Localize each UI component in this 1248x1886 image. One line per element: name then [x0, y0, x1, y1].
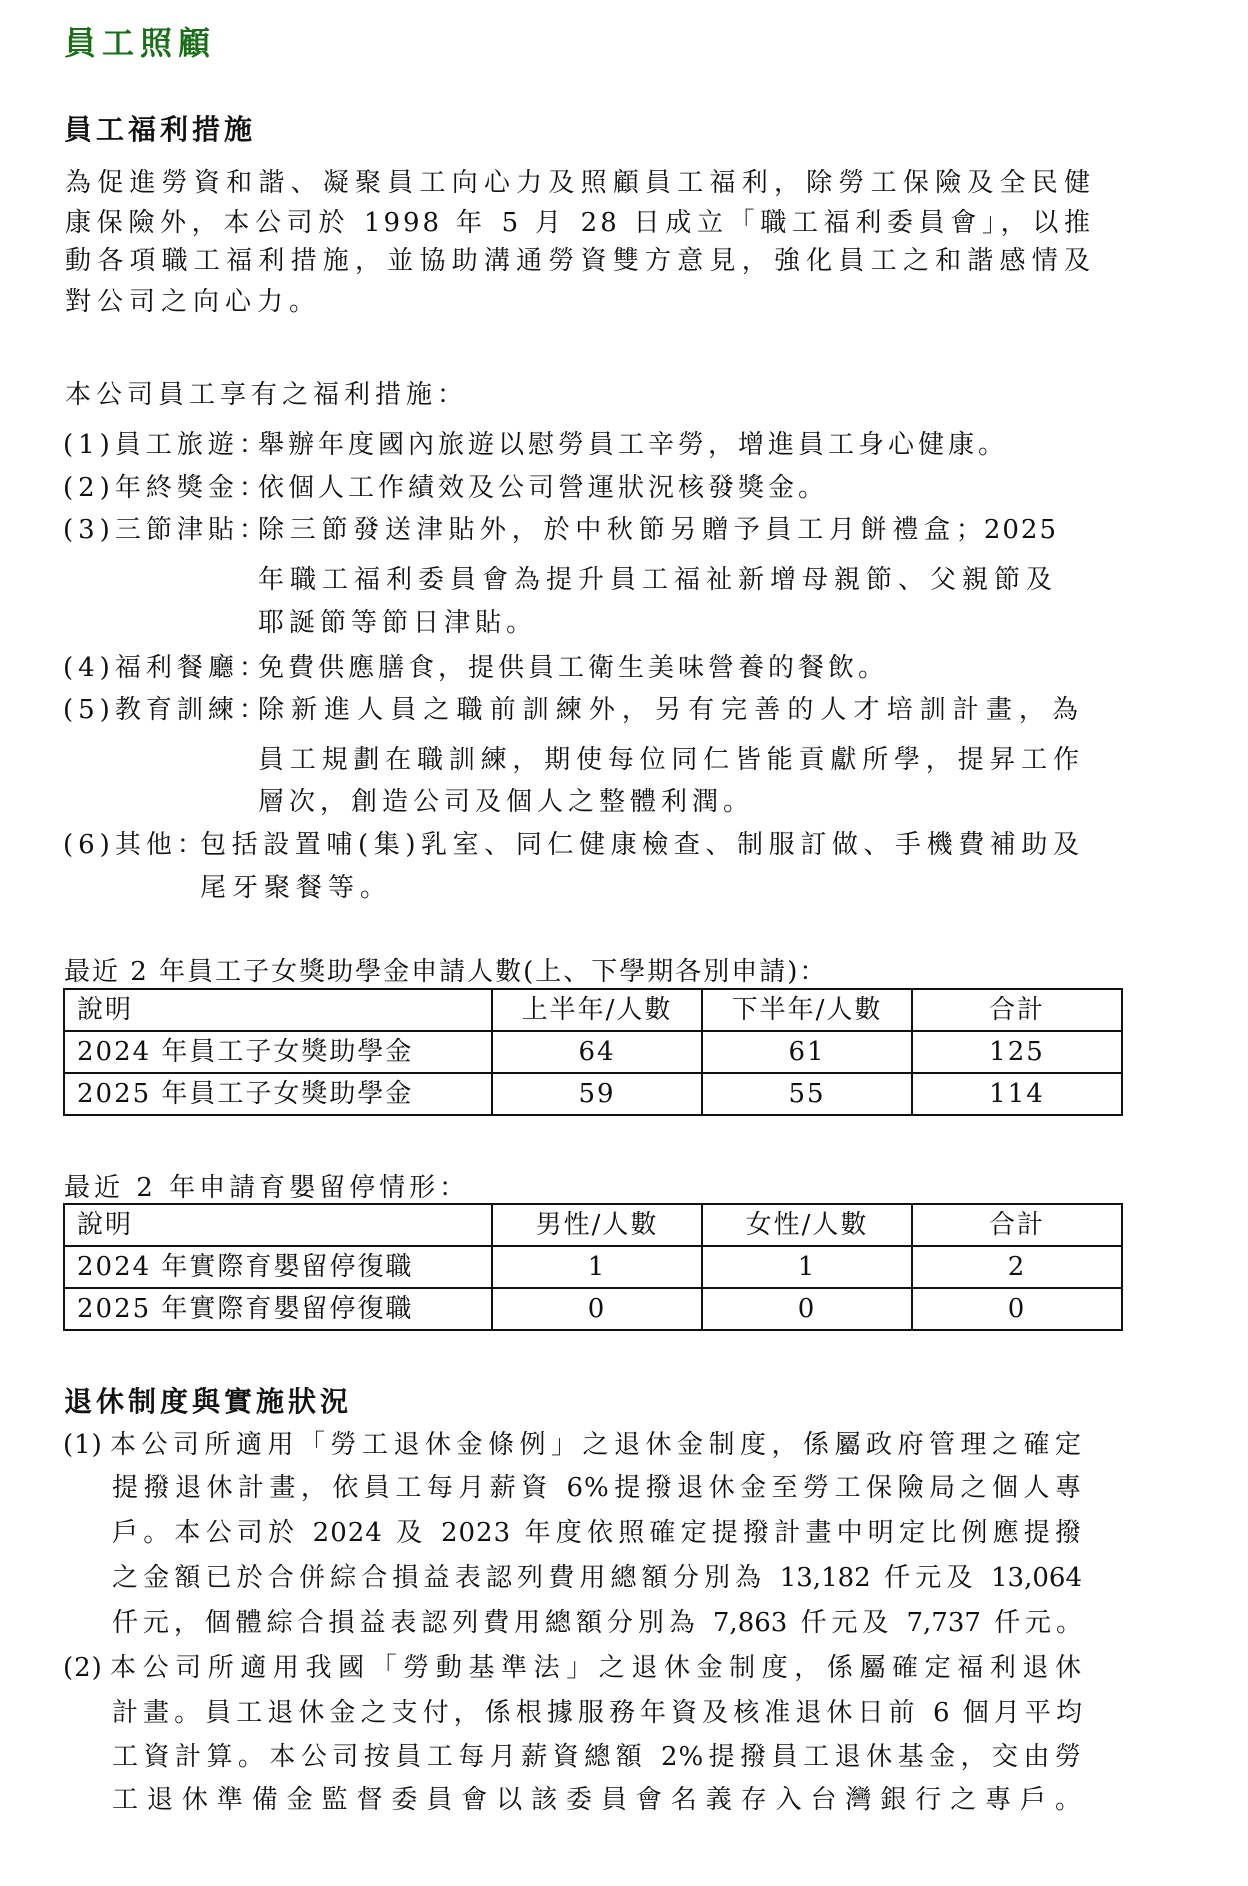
intro-line: 對公司之向心力。 [65, 287, 322, 317]
benefit-label: (5)教育訓練： [63, 695, 270, 725]
benefit-label: (2)年終獎金： [63, 473, 270, 503]
column-header: 合計 [912, 1204, 1122, 1246]
table-cell: 1 [492, 1246, 702, 1288]
retirement-text: 本公司所適用「勞工退休金條例」之退休金制度，係屬政府管理之確定 [110, 1430, 1082, 1460]
benefit-text: 除新進人員之職前訓練外，另有完善的人才培訓計畫，為 [258, 695, 1080, 725]
table-cell: 114 [912, 1073, 1122, 1115]
table-cell: 1 [702, 1246, 912, 1288]
table-header-row [64, 989, 1122, 1031]
retirement-text: 工退休準備金監督委員會以該委員會名義存入台灣銀行之專戶。 [112, 1785, 1082, 1815]
table-cell: 64 [492, 1031, 702, 1073]
benefit-text: 包括設置哺(集)乳室、同仁健康檢查、制服訂做、手機費補助及 [200, 830, 1080, 860]
table-cell: 59 [492, 1073, 702, 1115]
retirement-text: 本公司所適用我國「勞動基準法」之退休金制度，係屬確定福利退休 [110, 1653, 1082, 1683]
table-row [64, 1246, 1122, 1288]
intro-line: 康保險外，本公司於 1998 年 5 月 28 日成立「職工福利委員會」，以推 [65, 208, 1093, 238]
scholarship-table [63, 988, 1123, 1116]
column-header: 說明 [64, 989, 492, 1031]
benefit-text: 依個人工作績效及公司營運狀況核發獎金。 [258, 473, 829, 503]
retirement-text: 之金額已於合併綜合損益表認列費用總額分別為 13,182 仟元及 13,064 [112, 1563, 1082, 1593]
table-row [64, 1031, 1122, 1073]
table-cell: 125 [912, 1031, 1122, 1073]
table-row [64, 1073, 1122, 1115]
scholarship-table-caption: 最近 2 年員工子女獎助學金申請人數(上、下學期各別申請)： [64, 957, 828, 987]
benefit-label: (4)福利餐廳： [63, 653, 270, 683]
benefit-text: 除三節發送津貼外，於中秋節另贈予員工月餅禮盒；2025 [258, 515, 1058, 545]
parental-leave-table-caption: 最近 2 年申請育嬰留停情形： [64, 1173, 470, 1203]
retirement-heading: 退休制度與實施狀況 [64, 1385, 353, 1418]
retirement-label: (2) [63, 1653, 103, 1683]
benefit-text: 耶誕節等節日津貼。 [258, 608, 538, 638]
table-cell: 0 [912, 1288, 1122, 1330]
benefit-text: 舉辦年度國內旅遊以慰勞員工辛勞，增進員工身心健康。 [258, 430, 1009, 460]
benefit-text: 尾牙聚餐等。 [200, 873, 393, 903]
column-header: 男性/人數 [492, 1204, 702, 1246]
retirement-text: 戶。本公司於 2024 及 2023 年度依照確定提撥計畫中明定比例應提撥 [112, 1518, 1082, 1548]
benefit-label: (1)員工旅遊： [63, 430, 270, 460]
retirement-text: 計畫。員工退休金之支付，係根據服務年資及核准退休日前 6 個月平均 [112, 1698, 1082, 1728]
benefit-text: 免費供應膳食，提供員工衛生美味營養的餐飲。 [258, 653, 889, 683]
table-cell: 2025 年實際育嬰留停復職 [64, 1288, 492, 1330]
table-cell: 61 [702, 1031, 912, 1073]
table-cell: 0 [702, 1288, 912, 1330]
table-cell: 0 [492, 1288, 702, 1330]
benefits-heading: 員工福利措施 [64, 113, 257, 146]
table-cell: 2025 年員工子女獎助學金 [64, 1073, 492, 1115]
column-header: 上半年/人數 [492, 989, 702, 1031]
page-title: 員工照顧 [64, 24, 217, 62]
parental-leave-table [63, 1203, 1123, 1331]
benefit-text: 層次，創造公司及個人之整體利潤。 [258, 787, 755, 817]
benefits-list-intro: 本公司員工享有之福利措施： [65, 380, 469, 410]
benefit-text: 員工規劃在職訓練，期使每位同仁皆能貢獻所學，提昇工作 [258, 745, 1080, 775]
table-row [64, 1288, 1122, 1330]
table-header-row [64, 1204, 1122, 1246]
table-cell: 2024 年實際育嬰留停復職 [64, 1246, 492, 1288]
column-header: 說明 [64, 1204, 492, 1246]
retirement-text: 仟元，個體綜合損益表認列費用總額分別為 7,863 仟元及 7,737 仟元。 [112, 1608, 1082, 1638]
intro-line: 為促進勞資和諧、凝聚員工向心力及照顧員工福利，除勞工保險及全民健 [65, 168, 1093, 198]
benefit-text: 年職工福利委員會為提升員工福祉新增母親節、父親節及 [258, 565, 1054, 595]
benefit-label: (6)其他： [63, 830, 208, 860]
retirement-label: (1) [63, 1430, 103, 1460]
column-header: 合計 [912, 989, 1122, 1031]
column-header: 女性/人數 [702, 1204, 912, 1246]
retirement-text: 工資計算。本公司按員工每月薪資總額 2%提撥員工退休基金，交由勞 [112, 1742, 1082, 1772]
table-cell: 55 [702, 1073, 912, 1115]
table-cell: 2 [912, 1246, 1122, 1288]
column-header: 下半年/人數 [702, 989, 912, 1031]
intro-line: 動各項職工福利措施，並協助溝通勞資雙方意見，強化員工之和諧感情及 [65, 246, 1093, 276]
benefit-label: (3)三節津貼： [63, 515, 270, 545]
table-cell: 2024 年員工子女獎助學金 [64, 1031, 492, 1073]
retirement-text: 提撥退休計畫，依員工每月薪資 6%提撥退休金至勞工保險局之個人專 [112, 1473, 1082, 1503]
